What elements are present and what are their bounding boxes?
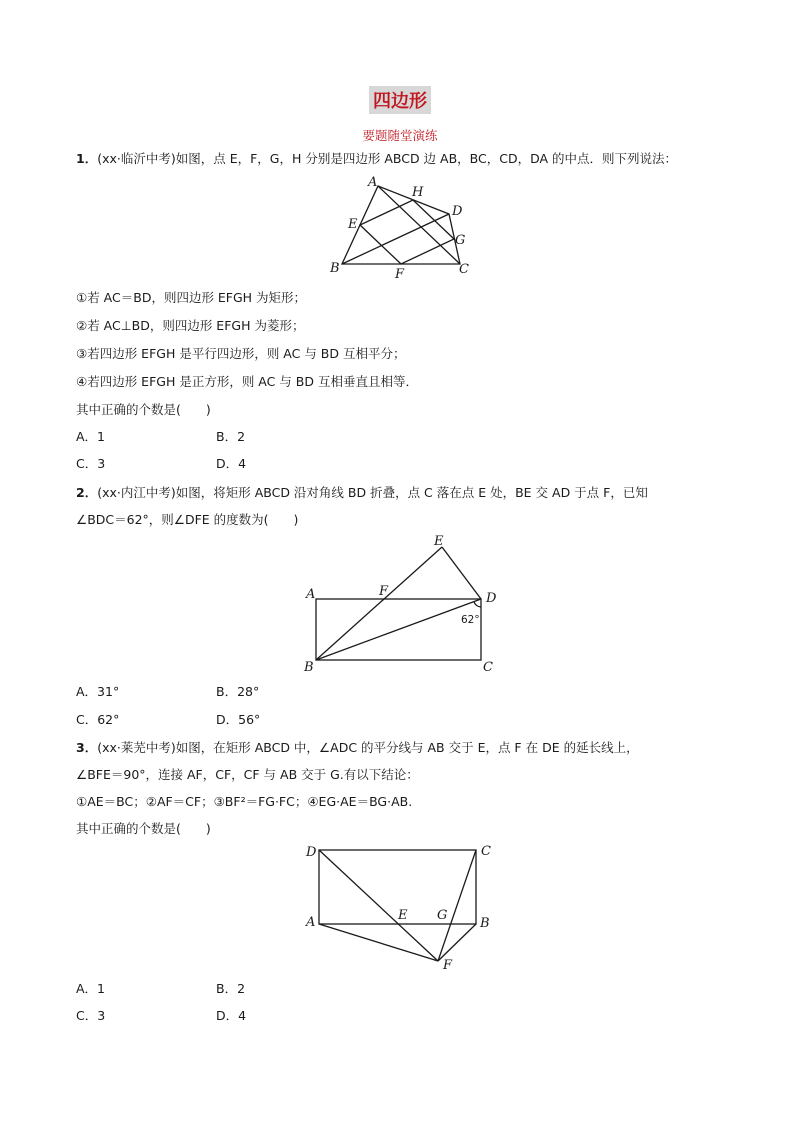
- q2-label-e: E: [434, 534, 444, 549]
- q2-label-b: B: [304, 660, 314, 675]
- q2-stem-text: (xx·内江中考)如图，将矩形 ABCD 沿对角线 BD 折叠，点 C 落在点 E 处，BE 交 AD 于点 F，已知: [97, 485, 648, 500]
- q3-segment-df: [319, 850, 438, 961]
- q1-ask: 其中正确的个数是( ): [76, 402, 211, 417]
- q3-label-f: F: [443, 958, 453, 973]
- q2-stem-line-2: ∠BDC＝62°，则∠DFE 的度数为( ): [76, 512, 299, 527]
- q3-label-d: D: [306, 845, 317, 860]
- q2-option-c[interactable]: C．62°: [76, 712, 120, 727]
- q1-label-d: D: [452, 204, 463, 219]
- q3-option-d[interactable]: D．4: [216, 1008, 247, 1023]
- q3-label-e: E: [398, 908, 408, 923]
- q2-label-f: F: [379, 584, 389, 599]
- q3-label-c: C: [481, 844, 491, 859]
- q1-statement-3: ③若四边形 EFGH 是平行四边形，则 AC 与 BD 互相平分；: [76, 346, 406, 361]
- q2-label-d: D: [486, 591, 497, 606]
- q3-option-b[interactable]: B．2: [216, 981, 246, 996]
- q3-number: 3．: [76, 740, 98, 755]
- q2-number: 2．: [76, 485, 98, 500]
- q2-option-d[interactable]: D．56°: [216, 712, 261, 727]
- q3-option-a[interactable]: A．1: [76, 981, 106, 996]
- q3-label-a: A: [306, 915, 316, 930]
- q2-angle-label: 62°: [461, 614, 480, 626]
- q3-stem-line-3: ①AE＝BC；②AF＝CF；③BF²＝FG·FC；④EG·AE＝BG·AB.: [76, 794, 413, 809]
- q2-label-c: C: [483, 660, 493, 675]
- q1-number: 1．: [76, 151, 98, 166]
- q3-segment-cf: [438, 850, 476, 961]
- q3-segment-af: [319, 924, 438, 961]
- page-subtitle: 要题随堂演练: [362, 128, 438, 143]
- q1-option-c[interactable]: C．3: [76, 456, 106, 471]
- q3-stem-line-2: ∠BFE＝90°，连接 AF，CF，CF 与 AB 交于 G.有以下结论：: [76, 767, 419, 782]
- q1-statement-2: ②若 AC⊥BD，则四边形 EFGH 为菱形；: [76, 318, 305, 333]
- page-title: 四边形: [0, 86, 800, 114]
- q1-statement-1: ①若 AC＝BD，则四边形 EFGH 为矩形；: [76, 290, 307, 305]
- q1-label-c: C: [459, 262, 469, 277]
- q1-statement-4: ④若四边形 EFGH 是正方形，则 AC 与 BD 互相垂直且相等．: [76, 374, 418, 389]
- q1-label-g: G: [455, 233, 466, 248]
- q3-option-c[interactable]: C．3: [76, 1008, 106, 1023]
- q2-label-a: A: [306, 587, 316, 602]
- q3-stem-text: (xx·莱芜中考)如图，在矩形 ABCD 中，∠ADC 的平分线与 AB 交于 E，点 F 在 DE 的延长线上，: [97, 740, 639, 755]
- q1-option-a[interactable]: A．1: [76, 429, 106, 444]
- q1-option-b[interactable]: B．2: [216, 429, 246, 444]
- q3-label-g: G: [437, 908, 448, 923]
- q1-stem-text: (xx·临沂中考)如图，点 E，F，G，H 分别是四边形 ABCD 边 AB，BC，CD，DA 的中点．则下列说法：: [97, 151, 678, 166]
- q1-label-e: E: [348, 217, 358, 232]
- q3-label-b: B: [480, 916, 490, 931]
- q3-ask: 其中正确的个数是( ): [76, 821, 211, 836]
- q2-option-a[interactable]: A．31°: [76, 684, 120, 699]
- q1-option-d[interactable]: D．4: [216, 456, 247, 471]
- q1-label-f: F: [395, 267, 405, 282]
- q1-label-b: B: [330, 261, 340, 276]
- q1-label-h: H: [412, 185, 424, 200]
- q2-option-b[interactable]: B．28°: [216, 684, 260, 699]
- q1-label-a: A: [368, 175, 378, 190]
